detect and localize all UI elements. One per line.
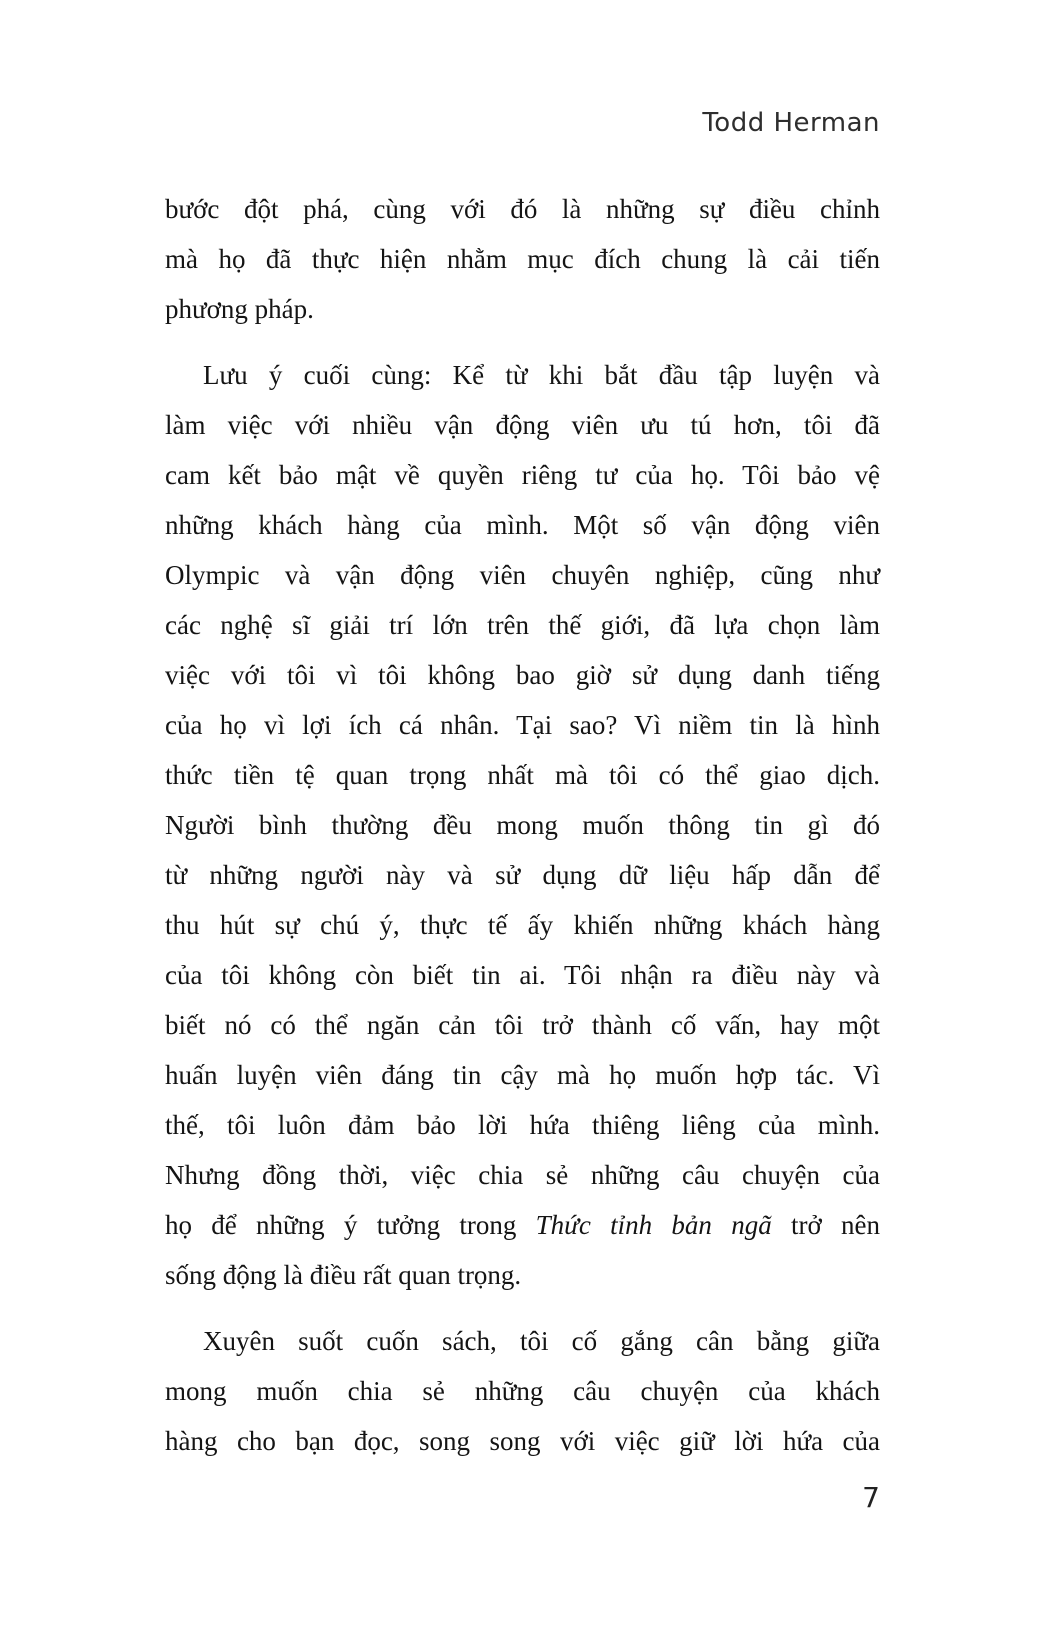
text-line: những khách hàng của mình. Một số vận động viên [165, 510, 880, 540]
text-line: Xuyên suốt cuốn sách, tôi cố gắng cân bằng giữa [203, 1326, 880, 1356]
text-segment: họ để những ý tưởng trong [165, 1210, 536, 1240]
text-line: mà họ đã thực hiện nhằm mục đích chung là cải tiến [165, 244, 880, 274]
text-line: Olympic và vận động viên chuyên nghiệp, cũng như [165, 560, 880, 590]
paragraph [165, 350, 880, 1300]
text-line: phương pháp. [165, 294, 314, 324]
book-title-italic: Thức tỉnh bản ngã [535, 1210, 772, 1240]
text-line: huấn luyện viên đáng tin cậy mà họ muốn hợp tác. Vì [165, 1060, 880, 1090]
text-line: của tôi không còn biết tin ai. Tôi nhận ra điều này và [165, 960, 880, 990]
paragraph [165, 1316, 880, 1466]
text-line: Người bình thường đều mong muốn thông tin gì đó [165, 810, 880, 840]
text-line: làm việc với nhiều vận động viên ưu tú hơn, tôi đã [165, 410, 880, 440]
text-segment: trở nên [771, 1210, 880, 1240]
text-line: mong muốn chia sẻ những câu chuyện của khách [165, 1376, 880, 1406]
text-line: hàng cho bạn đọc, song song với việc giữ lời hứa của [165, 1426, 880, 1456]
text-line: từ những người này và sử dụng dữ liệu hấp dẫn để [165, 860, 880, 890]
text-line-with-book-title [165, 1200, 880, 1250]
page-number: 7 [862, 1481, 880, 1514]
text-line: thu hút sự chú ý, thực tế ấy khiến những khách hàng [165, 910, 880, 940]
text-line: thức tiền tệ quan trọng nhất mà tôi có thể giao dịch. [165, 760, 880, 790]
text-line: biết nó có thể ngăn cản tôi trở thành cố vấn, hay một [165, 1010, 880, 1040]
running-header-author: Todd Herman [702, 108, 880, 138]
text-line: cam kết bảo mật về quyền riêng tư của họ. Tôi bảo vệ [165, 460, 880, 490]
text-line: Nhưng đồng thời, việc chia sẻ những câu chuyện của [165, 1160, 880, 1190]
text-line: sống động là điều rất quan trọng. [165, 1260, 522, 1290]
text-line: Lưu ý cuối cùng: Kể từ khi bắt đầu tập luyện và [203, 360, 880, 390]
body-text [165, 184, 880, 1466]
text-line: bước đột phá, cùng với đó là những sự điều chỉnh [165, 194, 880, 224]
text-line: thế, tôi luôn đảm bảo lời hứa thiêng liêng của mình. [165, 1110, 880, 1140]
paragraph [165, 184, 880, 334]
text-line: của họ vì lợi ích cá nhân. Tại sao? Vì niềm tin là hình [165, 710, 880, 740]
text-line: các nghệ sĩ giải trí lớn trên thế giới, đã lựa chọn làm [165, 610, 880, 640]
text-line: việc với tôi vì tôi không bao giờ sử dụng danh tiếng [165, 660, 880, 690]
